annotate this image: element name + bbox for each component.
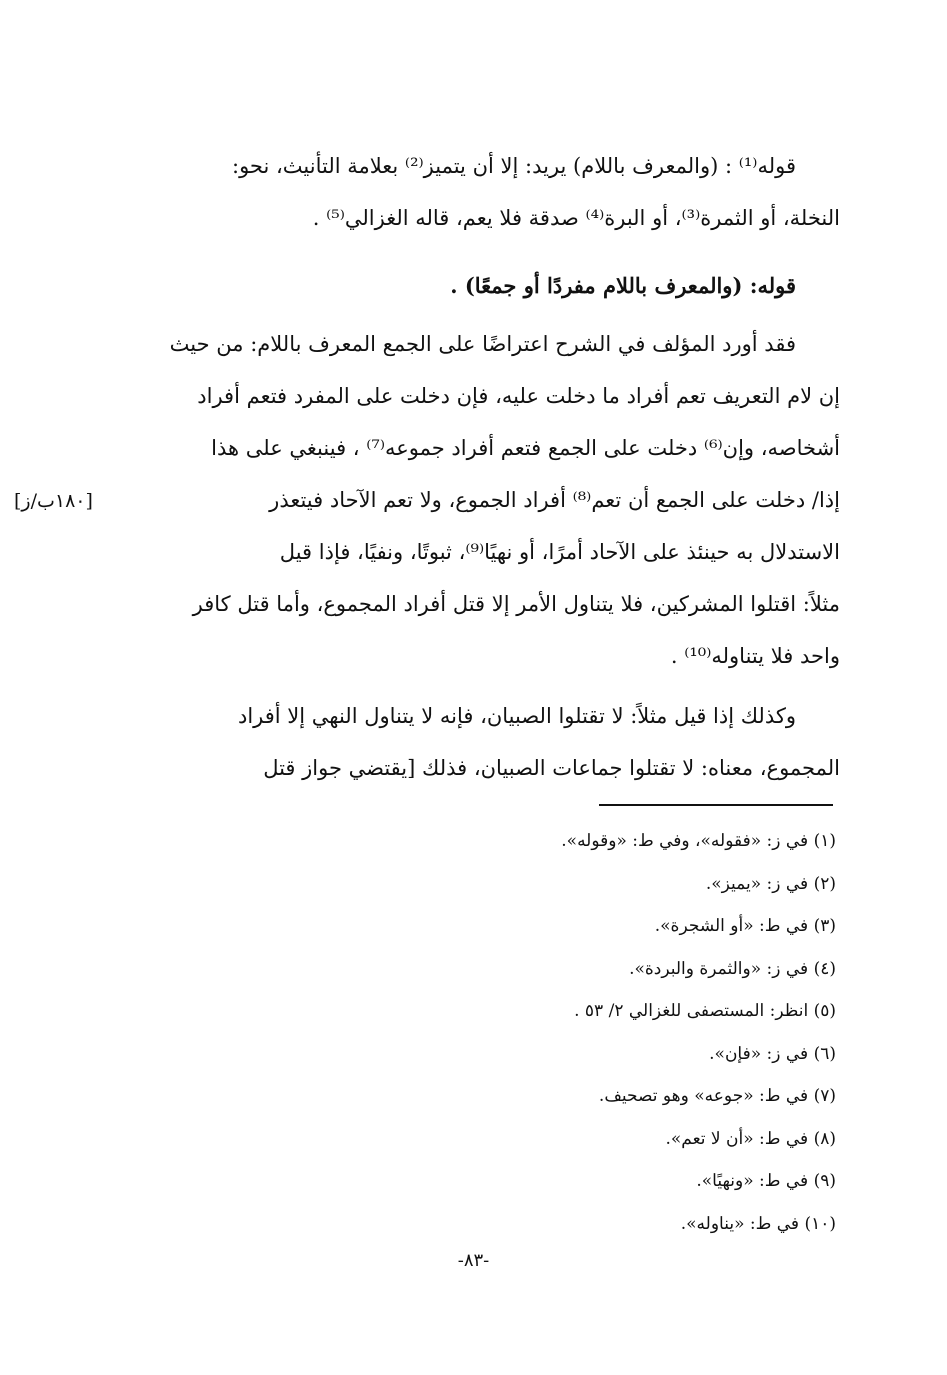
footnote-item: (٢) في ز: «يميز». xyxy=(705,873,836,894)
footnote-item: (٣) في ط: «أو الشجرة». xyxy=(654,916,836,936)
paragraph-line: وكذلك إذا قيل مثلاً: لا تقتلوا الصبيان، فإنه لا يتناول النهي إلا أفراد xyxy=(237,704,796,728)
footnotes-list xyxy=(130,820,836,1245)
paragraph-line: المجموع، معناه: لا تقتلوا جماعات الصبيان، فذلك [يقتضي جواز قتل xyxy=(263,756,840,780)
paragraph-line: الاستدلال به حينئذ على الآحاد أمرًا، أو نهيًا⁽⁹⁾، ثبوتًا، ونفيًا، فإذا قيل xyxy=(279,540,840,564)
paragraph-line: أشخاصه، وإن⁽⁶⁾ دخلت على الجمع فتعم أفراد جموعه⁽⁷⁾ ، فينبغي على هذا xyxy=(211,436,840,460)
footnote-item: (٤) في ز: «والثمرة والبردة». xyxy=(629,958,836,979)
footnote-item: (٨) في ط: «أن لا تعم». xyxy=(665,1128,836,1149)
footnote-item: (١) في ز: «فقوله»، وفي ط: «وقوله». xyxy=(561,831,836,851)
paragraph-line: النخلة، أو الثمرة⁽³⁾، أو البرة⁽⁴⁾ صدقة فلا يعم، قاله الغزالي⁽⁵⁾ . xyxy=(312,206,840,230)
footnote-item: (٥) انظر: المستصفى للغزالي ٢/ ٥٣ . xyxy=(574,1001,836,1021)
paragraph-heading-line: قوله: (والمعرف باللام مفردًا أو جمعًا) . xyxy=(450,273,796,298)
page-number: -٨٣- xyxy=(457,1250,490,1271)
paragraph-line: فقد أورد المؤلف في الشرح اعتراضًا على الجمع المعرف باللام: من حيث xyxy=(169,332,796,356)
paragraph-3 xyxy=(130,318,840,682)
manuscript-folio-note: [١٨٠ب/ز] xyxy=(14,490,93,512)
paragraph-4 xyxy=(130,690,840,794)
paragraph-1 xyxy=(130,140,840,244)
paragraph-line: إن لام التعريف تعم أفراد ما دخلت عليه، فإن دخلت على المفرد فتعم أفراد xyxy=(197,384,840,408)
footnote-item: (٩) في ط: «ونهيًا». xyxy=(696,1171,836,1191)
paragraph-line: إذا/ دخلت على الجمع أن تعم⁽⁸⁾ أفراد الجموع، ولا تعم الآحاد فيتعذر xyxy=(269,488,840,512)
footnote-item: (١٠) في ط: «يناوله». xyxy=(680,1213,836,1234)
paragraph-line: قوله⁽¹⁾ : (والمعرف باللام) يريد: إلا أن يتميز⁽²⁾ بعلامة التأنيث، نحو: xyxy=(232,154,796,178)
paragraph-2 xyxy=(130,260,840,312)
footnote-item: (٦) في ز: «فإن». xyxy=(709,1043,836,1064)
footnote-item: (٧) في ط: «جوعه» وهو تصحيف. xyxy=(598,1086,836,1106)
paragraph-line: مثلاً: اقتلوا المشركين، فلا يتناول الأمر إلا قتل أفراد المجموع، وأما قتل كافر xyxy=(192,592,840,616)
footnote-separator xyxy=(599,804,833,806)
paragraph-line: واحد فلا يتناوله⁽¹⁰⁾ . xyxy=(670,644,840,668)
